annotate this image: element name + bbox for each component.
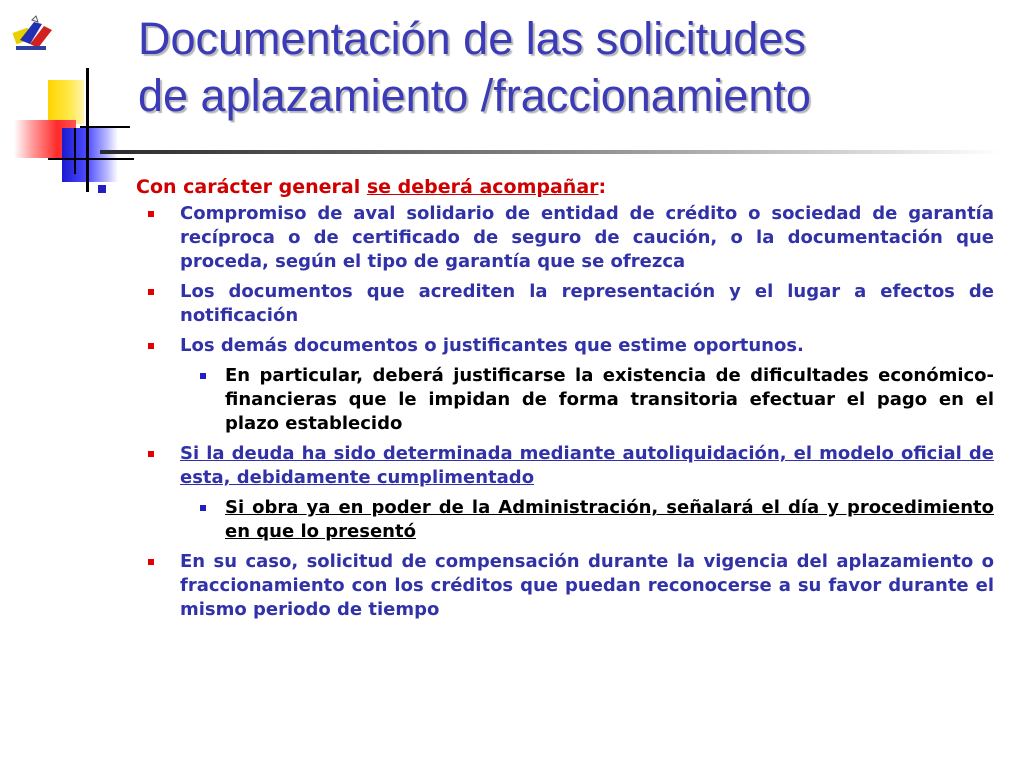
slide-body (96, 174, 994, 628)
title-line-1: Documentación de las solicitudes (138, 13, 806, 64)
intro-suffix: : (598, 176, 607, 198)
list-subitem-dificultades (96, 364, 994, 436)
list-item-otros-documentos (96, 334, 994, 358)
square-bullet-icon (200, 373, 206, 379)
square-bullet-icon (98, 185, 106, 193)
intro-underlined: se deberá acompañar (366, 176, 599, 198)
title-line-2: de aplazamiento /fraccionamiento (138, 70, 811, 121)
item-autoliquidacion-text: Si la deuda ha sido determinada mediante autoliquidación, el modelo oficial de esta, debidamente cumplimentado (180, 443, 994, 488)
list-subitem-administracion (96, 496, 994, 544)
list-item-general (96, 174, 994, 200)
item-compensacion-text: En su caso, solicitud de compensación durante la vigencia del aplazamiento o fraccionamiento con los créditos que puedan reconocerse a su favor durante el mismo periodo de tiempo (180, 551, 994, 620)
list-item-autoliquidacion (96, 442, 994, 490)
list-item-compensacion (96, 550, 994, 622)
title-divider (100, 150, 1000, 154)
yellow-square (48, 80, 84, 124)
square-bullet-icon (148, 343, 154, 349)
item-otros-text: Los demás documentos o justificantes que estime oportunos. (180, 335, 804, 356)
list-item-aval (96, 202, 994, 274)
square-bullet-icon (148, 211, 154, 217)
decorative-line (74, 128, 76, 174)
decorative-line (48, 158, 134, 160)
item-representacion-text: Los documentos que acrediten la representación y el lugar a efectos de notificación (180, 281, 994, 326)
subitem-dificultades-text: En particular, deberá justificarse la existencia de dificultades económico-financieras que le impidan de forma transitoria efectuar el pago en el plazo establecido (225, 365, 994, 434)
decorative-line (86, 68, 89, 192)
subitem-administracion-text: Si obra ya en poder de la Administración, señalará el día y procedimiento en que lo presentó (225, 497, 994, 542)
decorative-squares (0, 0, 140, 190)
square-bullet-icon (148, 559, 154, 565)
square-bullet-icon (200, 505, 206, 511)
intro-prefix: Con carácter general (136, 176, 367, 198)
item-aval-text: Compromiso de aval solidario de entidad de crédito o sociedad de garantía recíproca o de certificado de seguro de caución, o la documentación que proceda, según el tipo de garantía que se ofrezca (180, 203, 994, 272)
decorative-line (80, 126, 130, 128)
square-bullet-icon (148, 451, 154, 457)
slide-title (138, 10, 998, 124)
square-bullet-icon (148, 289, 154, 295)
list-item-representacion (96, 280, 994, 328)
